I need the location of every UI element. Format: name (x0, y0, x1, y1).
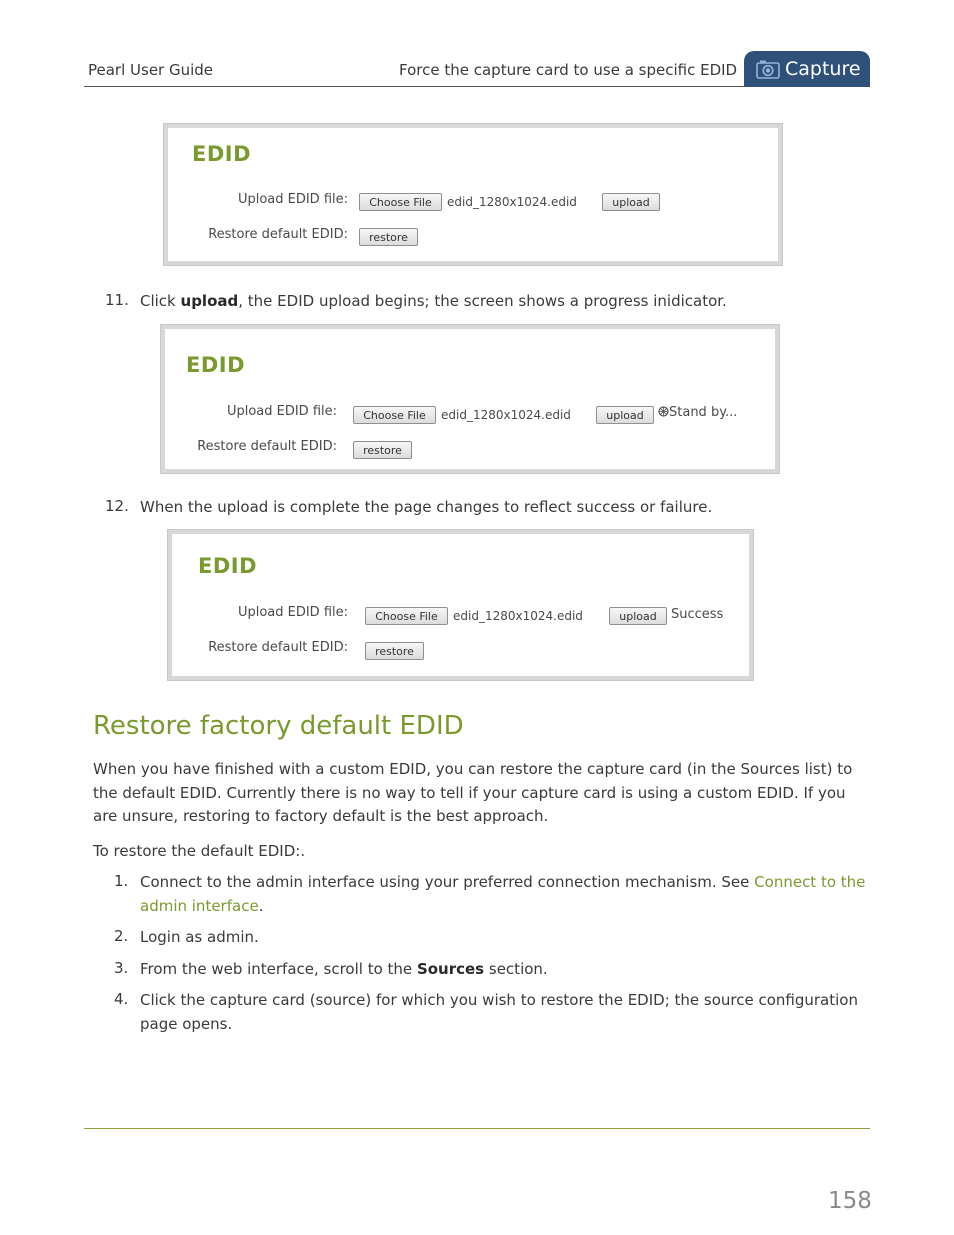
status-text: Stand by... (669, 405, 738, 420)
restore-button[interactable]: restore (353, 441, 412, 459)
edid-panel-initial (164, 124, 782, 265)
restore-default-label: Restore default EDID: (208, 640, 348, 655)
camera-icon (756, 59, 780, 79)
upload-button[interactable]: upload (602, 193, 660, 211)
panel-title: EDID (198, 554, 258, 578)
step-number: 11. (105, 291, 129, 309)
step-number: 3. (114, 959, 129, 977)
lead-paragraph: To restore the default EDID:. (93, 842, 306, 860)
edid-panel-success (168, 530, 753, 680)
upload-edid-label: Upload EDID file: (237, 605, 348, 620)
section-title: Force the capture card to use a specific EDID (399, 61, 738, 79)
edid-panel-standby (161, 325, 779, 473)
choose-file-button[interactable]: Choose File (359, 193, 442, 211)
spinner-icon (658, 406, 669, 417)
step-number: 12. (105, 497, 129, 515)
section-heading: Restore factory default EDID (93, 711, 464, 741)
upload-button[interactable]: upload (596, 406, 654, 424)
step-number: 4. (114, 990, 129, 1008)
restore-button[interactable]: restore (359, 228, 418, 246)
file-name: edid_1280x1024.edid (441, 408, 571, 422)
restore-default-label: Restore default EDID: (208, 227, 348, 242)
step-number: 2. (114, 927, 129, 945)
intro-paragraph: When you have finished with a custom EDID, you can restore the capture card (in the Sources list) to the default EDID. Currently there is no way to tell if your capture card is using a custom EDID. If you are unsure, restoring to factory default is the best approach. (93, 760, 853, 825)
step-text-bold: Sources (416, 960, 485, 978)
upload-edid-label: Upload EDID file: (226, 404, 337, 419)
panel-title: EDID (186, 353, 246, 377)
file-name: edid_1280x1024.edid (453, 609, 583, 623)
file-name: edid_1280x1024.edid (447, 195, 577, 209)
step-text (140, 870, 870, 918)
capture-tab-label: Capture (785, 58, 861, 80)
guide-title: Pearl User Guide (88, 61, 214, 79)
choose-file-button[interactable]: Choose File (365, 607, 448, 625)
connect-admin-link[interactable]: Connect to the admin interface (140, 873, 866, 915)
step-text (140, 289, 727, 313)
capture-tab[interactable] (744, 51, 870, 87)
choose-file-button[interactable]: Choose File (353, 406, 436, 424)
standby-status (658, 405, 737, 420)
header-rule (84, 86, 744, 87)
step-text-pre: Click (140, 292, 181, 310)
restore-default-label: Restore default EDID: (197, 439, 337, 454)
step-number: 1. (114, 872, 129, 890)
step-text-post: , the EDID upload begins; the screen shows a progress inidicator. (238, 292, 727, 310)
step-text: Click the capture card (source) for which you wish to restore the EDID; the source configuration page opens. (140, 991, 858, 1033)
upload-button[interactable]: upload (609, 607, 667, 625)
step-text: Login as admin. (140, 928, 259, 946)
status-text: Success (671, 607, 724, 622)
step-text-bold: upload (180, 292, 239, 310)
step-text-post: section. (484, 960, 548, 978)
footer-rule (84, 1128, 870, 1129)
upload-edid-label: Upload EDID file: (237, 192, 348, 207)
step-text (140, 957, 548, 981)
step-text-after: . (258, 897, 264, 915)
restore-button[interactable]: restore (365, 642, 424, 660)
page-number: 158 (828, 1188, 872, 1214)
panel-title: EDID (192, 142, 252, 166)
step-text: When the upload is complete the page changes to reflect success or failure. (140, 498, 713, 516)
step-text-main: Connect to the admin interface using your preferred connection mechanism. See (140, 873, 755, 891)
step-text-pre: From the web interface, scroll to the (140, 960, 417, 978)
